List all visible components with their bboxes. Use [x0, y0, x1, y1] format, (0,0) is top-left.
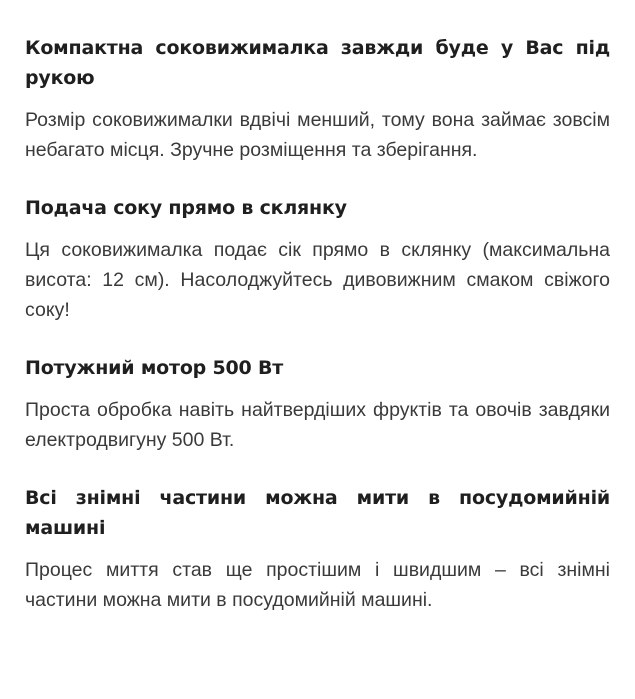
feature-heading: Подача соку прямо в склянку [25, 197, 347, 219]
feature-text: Процес миття став ще простішим і швидшим – всі знімні частини можна мити в посудомийній машині. [25, 559, 610, 611]
feature-heading: Потужний мотор 500 Вт [25, 357, 284, 379]
feature-text: Проста обробка навіть найтвердіших фруктів та овочів завдяки електродвигуну 500 Вт. [25, 399, 610, 451]
feature-text: Ця соковижималка подає сік прямо в склянку (максимальна висота: 12 см). Насолоджуйтесь дивовижним смаком свіжого соку! [25, 239, 610, 321]
feature-motor [25, 353, 610, 455]
product-features [25, 33, 610, 615]
feature-text: Розмір соковижималки вдвічі менший, тому вона займає зовсім небагато місця. Зручне розміщення та зберігання. [25, 109, 610, 161]
feature-heading: Компактна соковижималка завжди буде у Вас під рукою [25, 37, 610, 89]
feature-heading: Всі знімні частини можна мити в посудомийній машині [25, 487, 610, 539]
feature-dishwasher-safe [25, 483, 610, 615]
feature-compact [25, 33, 610, 165]
feature-juice-into-glass [25, 193, 610, 325]
